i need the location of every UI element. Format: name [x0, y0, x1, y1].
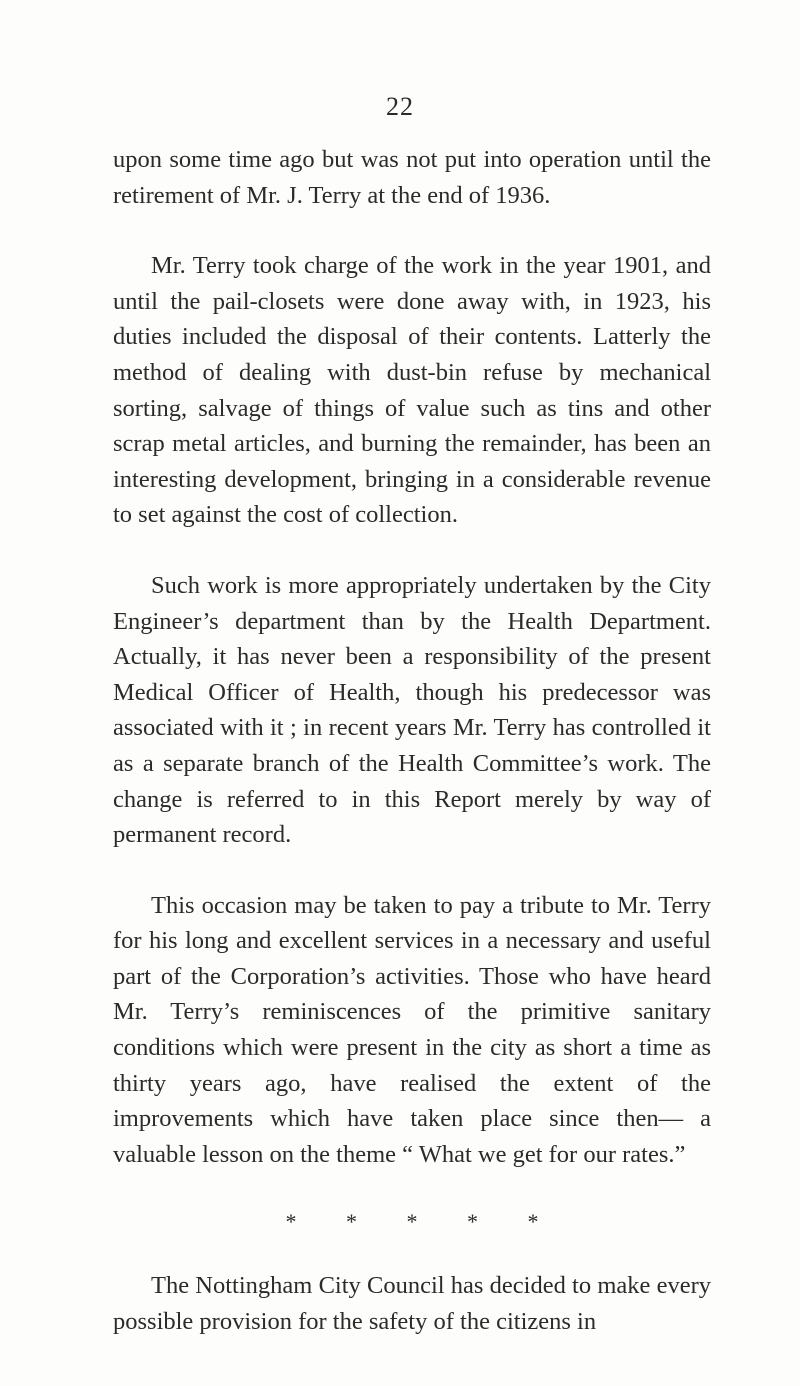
- page-number: 22: [386, 92, 414, 121]
- paragraph-city-engineer: Such work is more appropriately undertaken by the City Engineer’s department than by the Health Department. Actually, it has never been a responsibility of the present Medical Officer of Health, though his predecessor was associated with it ; in recent years Mr. Terry has controlled it as a separate branch of the Health Committee’s work. The change is referred to in this Report merely by way of permanent record.: [113, 571, 711, 849]
- body-text: [113, 142, 711, 1339]
- section-separator: * * * * *: [285, 1209, 561, 1235]
- paragraph-terry-duties: Mr. Terry took charge of the work in the year 1901, and until the pail-closets were done away with, in 1923, his duties included the disposal of their contents. Latterly the method of dealing with dust-bin refuse by mechanical sorting, salvage of things of value such as tins and other scrap metal articles, and burning the remainder, has been an interesting development, bringing in a considerable revenue to set against the cost of collection.: [113, 252, 711, 529]
- paragraph-tribute: This occasion may be taken to pay a tribute to Mr. Terry for his long and excellent services in a necessary and useful part of the Corporation’s activities. Those who have heard Mr. Terry’s reminiscences of the primitive sanitary conditions which were present in the city as short a time as thirty years ago, have realised the extent of the improvements which have taken place since then— a valuable lesson on the theme “ What we get for our rates.”: [113, 891, 711, 1168]
- paragraph-nottingham-council: The Nottingham City Council has decided to make every possible provision for the safety of the citizens in: [113, 1272, 711, 1335]
- paragraph-continuation: upon some time ago but was not put into operation until the retirement of Mr. J. Terry at the end of 1936.: [113, 146, 711, 209]
